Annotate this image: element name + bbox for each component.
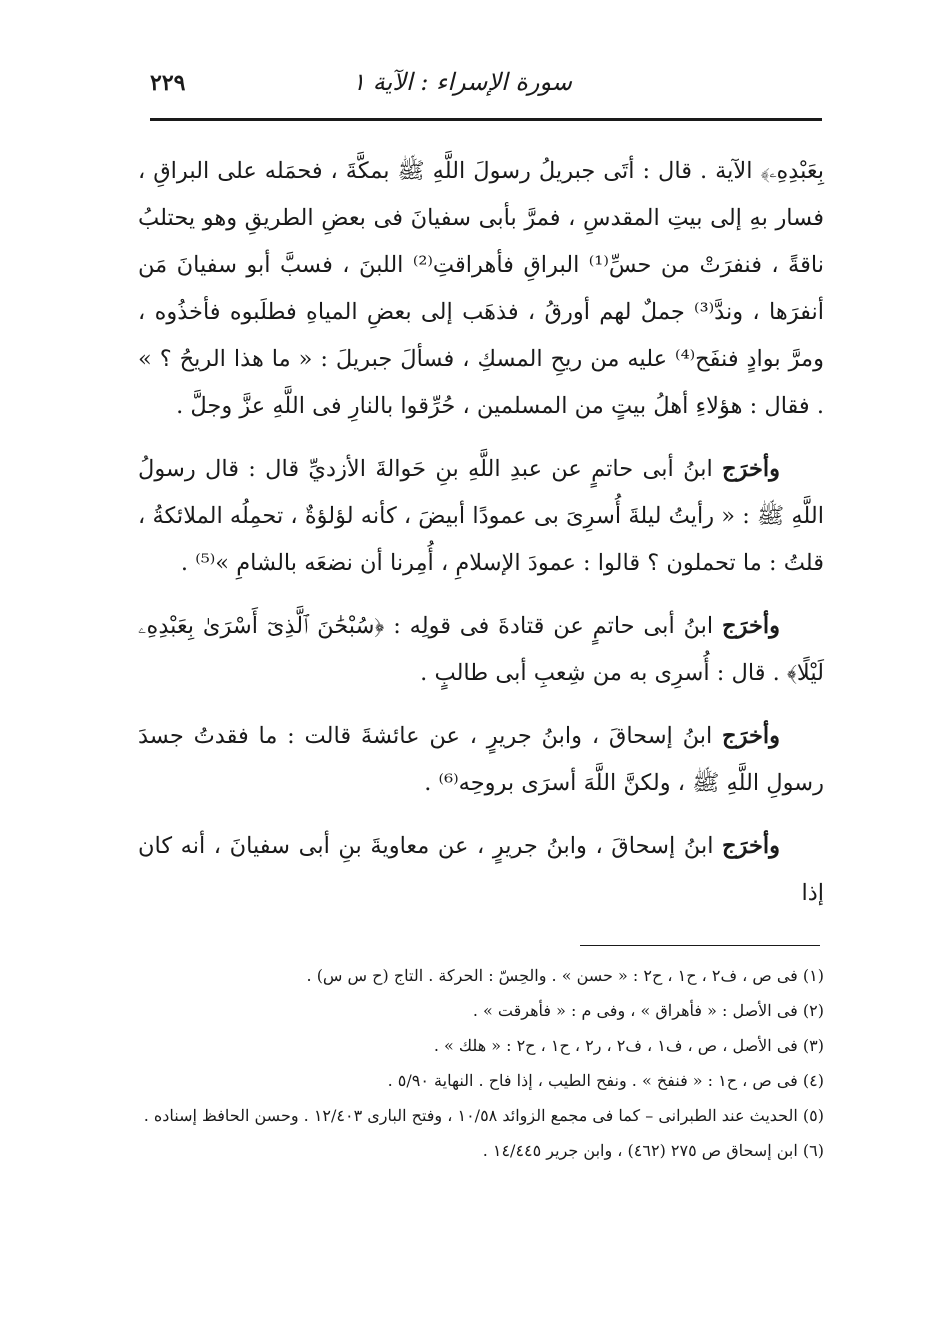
paragraph-text: ابنُ أبى حاتمٍ عن عبدِ اللَّهِ بنِ حَوالةَ الأزديِّ قال : قال رسولُ اللَّهِ ﷺ : « رأيتُ ليلةَ أُسرِىَ بى عمودًا أبيضَ ، كأنه لؤلؤةٌ ، تحمِلُه الملائكةُ ، قلتُ : ما تحملون ؟ قالوا : عمودَ الإسلامِ ، أُمِرنا أن نضعَه بالشامِ »⁽⁵⁾ . xyxy=(138,456,824,576)
page-header xyxy=(150,62,822,120)
paragraph-lead: وأخرَج xyxy=(722,613,780,639)
footnote: (٣) فى الأصل ، ص ، ف١ ، ف٢ ، ر٢ ، ح١ ، ح٢ : « هلك » . xyxy=(433,1036,824,1055)
footnote-rule xyxy=(580,945,820,946)
running-title: سورة الإسراء : الآية ١ xyxy=(352,68,572,96)
paragraph xyxy=(138,603,824,697)
paragraph xyxy=(138,823,824,917)
paragraph-text: ابنُ أبى حاتمٍ عن قتادةَ فى قولِه : ﴿سُبْحَٰنَ ٱلَّذِىٓ أَسْرَىٰ بِعَبْدِهِۦ لَيْلًا﴾ . قال : أُسرِى به من شِعبِ أبى طالبٍ . xyxy=(138,613,824,686)
footnote: (٤) فى ص ، ح١ : « فنفخ » . ونفح الطيب ، إذا فاح . النهاية ٥/٩٠ . xyxy=(387,1071,824,1090)
paragraph xyxy=(138,446,824,587)
paragraph xyxy=(138,148,824,430)
footnotes xyxy=(138,958,824,1168)
header-rule xyxy=(150,118,822,121)
paragraph-text: ابنُ إسحاقَ ، وابنُ جريرٍ ، عن عائشةَ قالت : ما فقدتُ جسدَ رسولِ اللَّهِ ﷺ ، ولكنَّ اللَّهَ أسرَى بروحِه⁽⁶⁾ . xyxy=(138,723,824,796)
main-text xyxy=(138,148,824,917)
paragraph-lead: وأخرَج xyxy=(722,833,780,859)
footnote: (٢) فى الأصل : « فأهراق » ، وفى م : « فأهرقت » . xyxy=(472,1001,824,1020)
paragraph-lead: وأخرَج xyxy=(722,456,780,482)
paragraph-text: ابنُ إسحاقَ ، وابنُ جريرٍ ، عن معاويةَ بنِ أبى سفيانَ ، أنه كان إذا xyxy=(138,833,824,906)
paragraph xyxy=(138,713,824,807)
footnote: (١) فى ص ، ف٢ ، ح١ ، ح٢ : « حسن » . والحِسّ : الحركة . التاج (ح س س) . xyxy=(306,966,824,985)
paragraph-lead: وأخرَج xyxy=(722,723,781,749)
footnote: (٦) ابن إسحاق ص ٢٧٥ (٤٦٢) ، وابن جرير ١٤/٤٤٥ . xyxy=(482,1141,824,1160)
paragraph-text: بِعَبْدِهِۦ﴾ الآية . قال : أتَى جبريلُ رسولَ اللَّهِ ﷺ بمكَّةَ ، فحمَله على البراقِ ، فسار بهِ إلى بيتِ المقدسِ ، فمرَّ بأبى سفيانَ فى بعضِ الطريقِ وهو يحتلبُ ناقةً ، فنفرَتْ من حسِّ⁽¹⁾ البراقِ فأهراقتِ⁽²⁾ اللبنَ ، فسبَّ أبو سفيانَ مَن أنفرَها ، وندَّ⁽³⁾ جملٌ لهم أورقُ ، فذهَب إلى بعضِ المياهِ فطلَبوه فأخذُوه ، ومرَّ بوادٍ فنفَح⁽⁴⁾ عليه من ريحِ المسكِ ، فسألَ جبريلَ : « ما هذا الريحُ ؟ » . فقال : هؤلاءِ أهلُ بيتٍ من المسلمين ، حُرِّقوا بالنارِ فى اللَّهِ عزَّ وجلَّ . xyxy=(138,158,825,419)
page-number: ٢٢٩ xyxy=(150,70,186,96)
footnote: (٥) الحديث عند الطبرانى – كما فى مجمع الزوائد ١٠/٥٨ ، وفتح البارى ١٢/٤٠٣ . وحسن الحافظ إسناده . xyxy=(143,1106,824,1125)
